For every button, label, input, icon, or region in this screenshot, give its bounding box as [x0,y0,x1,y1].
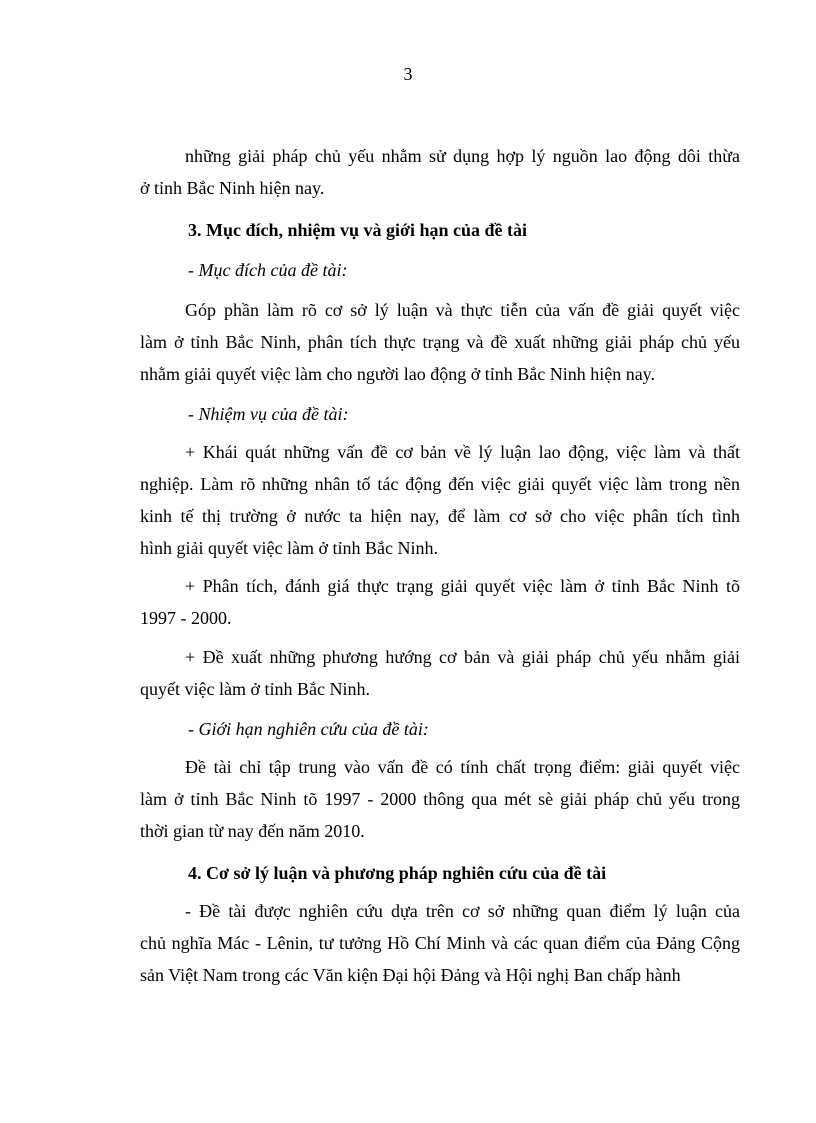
text-line: nghiệp. Làm rõ những nhân tố tác động đến việc giải quyết việc làm trong nền [140,474,740,494]
section-heading: 4. Cơ sở lý luận và phương pháp nghiên cứu của đề tài [188,863,607,883]
text-line: kinh tế thị trường ở nước ta hiện nay, để làm cơ sở cho việc phân tích tình [140,506,740,526]
text-line: quyết việc làm ở tỉnh Bắc Ninh. [140,679,370,699]
section-heading: 3. Mục đích, nhiệm vụ và giới hạn của đề tài [188,220,528,240]
text-line: + Đề xuất những phương hướng cơ bản và giải pháp chủ yếu nhằm giải [185,647,740,667]
text-line: Đề tài chỉ tập trung vào vấn đề có tính chất trọng điểm: giải quyết việc [185,757,740,777]
text-line: hình giải quyết việc làm ở tỉnh Bắc Ninh. [140,538,438,558]
text-line: làm ở tỉnh Bắc Ninh, phân tích thực trạng và đề xuất những giải pháp chủ yếu [140,332,740,352]
page-number: 3 [403,64,413,84]
text-line: làm ở tỉnh Bắc Ninh tõ 1997 - 2000 thông qua mét sè giải pháp chủ yếu trong [140,789,740,809]
text-line: Góp phần làm rõ cơ sở lý luận và thực tiễn của vấn đề giải quyết việc [185,300,740,320]
text-line: + Phân tích, đánh giá thực trạng giải quyết việc làm ở tỉnh Bắc Ninh tõ [185,576,740,596]
subheading: - Mục đích của đề tài: [188,260,348,280]
text-line: - Đề tài được nghiên cứu dựa trên cơ sở những quan điểm lý luận của [185,901,740,921]
text-line: + Khái quát những vấn đề cơ bản về lý luận lao động, việc làm và thất [185,442,740,462]
subheading: - Nhiệm vụ của đề tài: [188,404,349,424]
text-line: sản Việt Nam trong các Văn kiện Đại hội Đảng và Hội nghị Ban chấp hành [140,965,681,985]
subheading: - Giới hạn nghiên cứu của đề tài: [188,719,429,739]
text-line: 1997 - 2000. [140,608,232,628]
text-line: ở tỉnh Bắc Ninh hiện nay. [140,178,325,198]
text-line: những giải pháp chủ yếu nhằm sử dụng hợp lý nguồn lao động dôi thừa [185,146,740,166]
text-line: nhằm giải quyết việc làm cho người lao động ở tỉnh Bắc Ninh hiện nay. [140,364,656,384]
text-line: chủ nghĩa Mác - Lênin, tư tưởng Hồ Chí Minh và các quan điểm của Đảng Cộng [140,933,740,953]
text-line: thời gian từ nay đến năm 2010. [140,821,365,841]
